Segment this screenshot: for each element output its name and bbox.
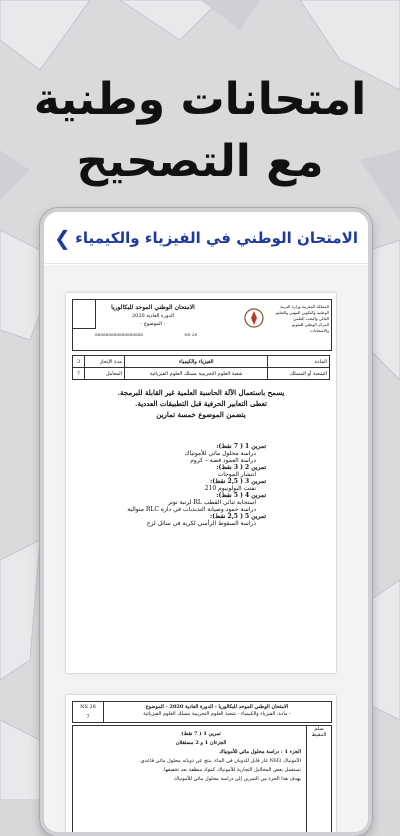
branch-value: شعبة العلوم التجريبية مسلك العلوم الفيزيائية [125,368,268,380]
exam-header [72,299,332,351]
subject-label: المادة [268,356,330,368]
page2-num-box [73,702,104,722]
exercise-item: دراسة العمود فضة – كروم [190,457,256,464]
exercise-item: تفتت البولونيوم 210 [204,485,256,492]
promo-title-line1: امتحانات وطنية [33,74,367,125]
page2-title-text: الامتحان الوطني الموحد للبكالوريا - الدورة العادية 2020 - الموضوع [145,704,289,710]
instruction-line: يتضمن الموضوع خمسة تمارين [156,410,246,419]
page2-code: NS 28 [80,704,96,710]
exercise-item: استجابة ثنائي القطب RL لرتبة توتر [167,499,256,506]
page2-header [72,701,332,723]
ministry-text [273,304,329,334]
exercise-head: تمرين 1 ( 7 نقط): [216,443,266,450]
page2-subtitle: - مادة: الفيزياء والكيمياء - شعبة العلوم التجريبية مسلك العلوم الفيزيائية [143,711,291,717]
instructions [76,387,326,420]
page2-body [72,725,332,835]
app-bar [44,212,368,264]
coef-value: 7 [73,368,85,380]
coef-label: المعامل [85,368,125,380]
page-count-box [73,300,96,329]
exercise-item: دراسة محلول مائي للأمونياك [184,450,256,457]
pdf-viewer[interactable] [44,265,368,832]
duration-label: مدة الإنجاز [85,356,125,368]
exam-subject-label: - الموضوع - [140,321,166,327]
phone-frame [40,208,372,836]
page2-title [107,704,327,718]
exercise-head: تمرين 3 ( 2,5 نقط): [210,478,266,485]
instruction-line: تعطى التعابير الحرفية قبل التطبيقات العددية. [135,399,267,408]
page2-lines [101,730,301,784]
code-row [95,332,295,340]
exam-code: NS 28 [184,332,198,337]
page2-parts: الجزءان 1 و 2 مستقلان [175,740,227,746]
exercise-item: دراسة السقوط الرأسي لكرية في سائل لزج [146,520,256,527]
grading-column: سلم التنقيط [306,726,331,835]
branch-label: الشعبة أو المسلك [268,368,330,380]
instruction-line: يسمح باستعمال الآلة الحاسبة العلمية غير القابلة للبرمجة. [117,388,285,397]
chevron-left-icon[interactable]: ❮ [54,225,71,250]
exercise-item: انتشار الموجات [217,471,256,478]
exercise-head: تمرين 4 ( 5 نقط): [216,492,266,499]
subject-value: الفيزياء والكيمياء [125,356,268,368]
exercise-item: دراسة خمود وصيانة التذبذبات في دارة RLC متوالية [127,506,256,513]
duration-value: 3 [73,356,85,368]
page2-exercise-head: تمرين 1 ( 7 نقط) [181,731,221,737]
exercise-head: تمرين 2 ( 3 نقط): [216,464,266,471]
exam-session: الدورة العادية 2020 [131,313,175,319]
coat-of-arms-icon [239,306,269,330]
page2-line: يهدف هذا الجزء من التمرين إلى دراسة محلول مائي للأمونياك [173,776,301,782]
pdf-page-1 [66,293,336,673]
code-stars: SSSSSSSSSSSSSSSSSS [95,332,144,337]
exercise-list [127,443,266,527]
exercise-head: تمرين 5 ( 2,5 نقط): [210,513,266,520]
ministry-name: المملكة المغربية وزارة التربية الوطنية والتكوين المهني والتعليم العالي والبحث العلمي [275,304,329,321]
page2-line: الأمونياك NH3 غاز قابل للذوبان في الماء، ينتج عن ذوبانه محلول مائي قاعدي. [139,758,301,764]
page2-line: تستعمل بعض المحاليل التجارية للأمونياك كمواد منظفة بعد تخفيفها. [162,767,301,773]
page2-part1: الجزء 1 : دراسة محلول مائي للأمونياك [219,749,301,755]
exam-title-text: الامتحان الوطني الموحد للبكالوريا [111,304,195,311]
pdf-page-2 [66,695,336,835]
page2-total: 7 [86,714,90,720]
exam-meta-table [72,355,330,380]
app-bar-title: الامتحان الوطني في الفيزياء والكيمياء [75,228,358,247]
exam-center: المركز الوطني للتقويم والامتحانات [291,322,329,333]
exam-title [103,304,203,328]
promo-title-line2: مع التصحيح [76,136,324,187]
